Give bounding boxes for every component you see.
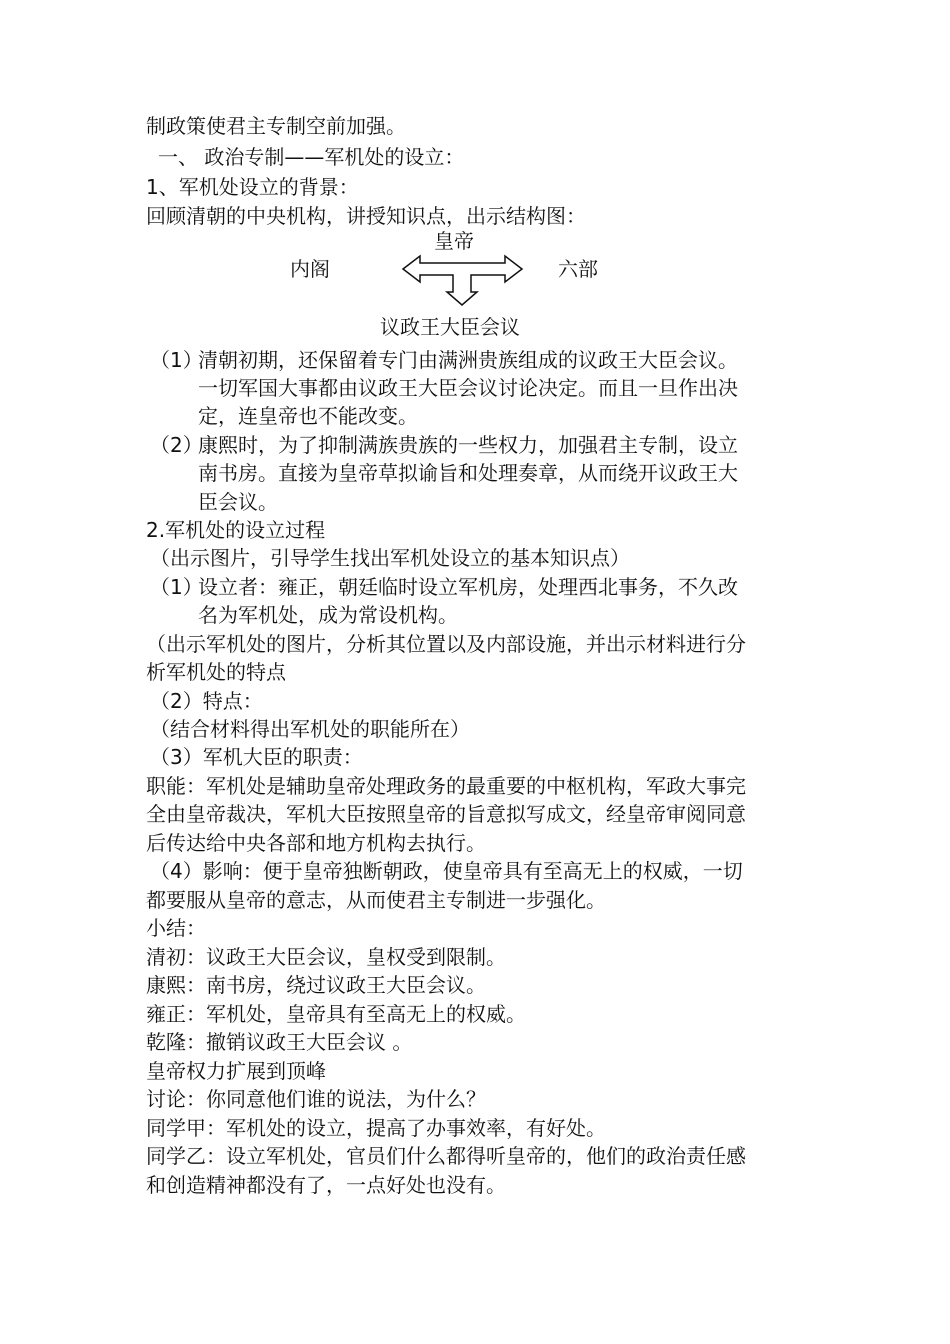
summary-item: 康熙：南书房，绕过议政王大臣会议。 — [146, 973, 486, 997]
trait-heading: （2）特点： — [150, 689, 263, 713]
bg-item-1-line: 清朝初期，还保留着专门由满洲贵族组成的议政王大臣会议。 — [198, 348, 738, 372]
diagram-emperor-label: 皇帝 — [434, 229, 474, 253]
summary-title: 小结： — [146, 916, 206, 940]
founder-line: 设立者：雍正，朝廷临时设立军机房，处理西北事务，不久改 — [198, 575, 738, 599]
trait-note: （结合材料得出军机处的职能所在） — [150, 717, 470, 741]
bg-item-2-number: （2） — [150, 433, 203, 457]
function-line: 全由皇帝裁决，军机大臣按照皇帝的旨意拟写成文，经皇帝审阅同意 — [146, 802, 746, 826]
founder-number: （1） — [150, 575, 203, 599]
summary-item: 清初：议政王大臣会议，皇权受到限制。 — [146, 945, 506, 969]
subsection-1-title: 1、军机处设立的背景： — [146, 175, 359, 199]
bg-item-1-number: （1） — [150, 348, 203, 372]
impact-line: 都要服从皇帝的意志，从而使君主专制进一步强化。 — [146, 888, 606, 912]
diagram-six-ministries-label: 六部 — [558, 257, 598, 281]
student-b-view: 和创造精神都没有了，一点好处也没有。 — [146, 1173, 506, 1197]
bg-item-2-line: 康熙时，为了抑制满族贵族的一些权力，加强君主专制，设立 — [198, 433, 738, 457]
student-a-view: 同学甲：军机处的设立，提高了办事效率，有好处。 — [146, 1116, 606, 1140]
duty-heading: （3）军机大臣的职责： — [150, 745, 363, 769]
diagram-council-label: 议政王大臣会议 — [380, 315, 520, 339]
summary-item: 乾隆：撤销议政王大臣会议 。 — [146, 1030, 413, 1054]
bg-item-1-line: 一切军国大事都由议政王大臣会议讨论决定。而且一旦作出决 — [198, 376, 738, 400]
bg-item-2-line: 臣会议。 — [198, 490, 278, 514]
analysis-line: （出示军机处的图片，分析其位置以及内部设施，并出示材料进行分 — [146, 632, 746, 656]
subsection-2-note: （出示图片，引导学生找出军机处设立的基本知识点） — [150, 546, 630, 570]
discussion-question: 讨论：你同意他们谁的说法，为什么？ — [146, 1087, 486, 1111]
bg-item-1-line: 定，连皇帝也不能改变。 — [198, 404, 418, 428]
summary-item: 雍正：军机处，皇帝具有至高无上的权威。 — [146, 1002, 526, 1026]
impact-line: （4）影响：便于皇帝独断朝政，使皇帝具有至高无上的权威，一切 — [150, 859, 743, 883]
student-b-view: 同学乙：设立军机处，官员们什么都得听皇帝的，他们的政治责任感 — [146, 1144, 746, 1168]
bg-item-2-line: 南书房。直接为皇帝草拟谕旨和处理奏章，从而绕开议政王大 — [198, 461, 738, 485]
subsection-1-intro: 回顾清朝的中央机构，讲授知识点，出示结构图： — [146, 204, 586, 228]
diagram-cabinet-label: 内阁 — [290, 257, 330, 281]
founder-line: 名为军机处，成为常设机构。 — [198, 603, 458, 627]
structure-diagram — [280, 225, 598, 345]
summary-conclusion: 皇帝权力扩展到顶峰 — [146, 1059, 326, 1083]
function-line: 职能：军机处是辅助皇帝处理政务的最重要的中枢机构，军政大事完 — [146, 774, 746, 798]
function-line: 后传达给中央各部和地方机构去执行。 — [146, 831, 486, 855]
subsection-2-title: 2.军机处的设立过程 — [146, 518, 326, 542]
intro-text: 制政策使君主专制空前加强。 — [146, 114, 406, 138]
section-title: 一、 政治专制——军机处的设立： — [158, 145, 465, 169]
analysis-line: 析军机处的特点 — [146, 660, 286, 684]
